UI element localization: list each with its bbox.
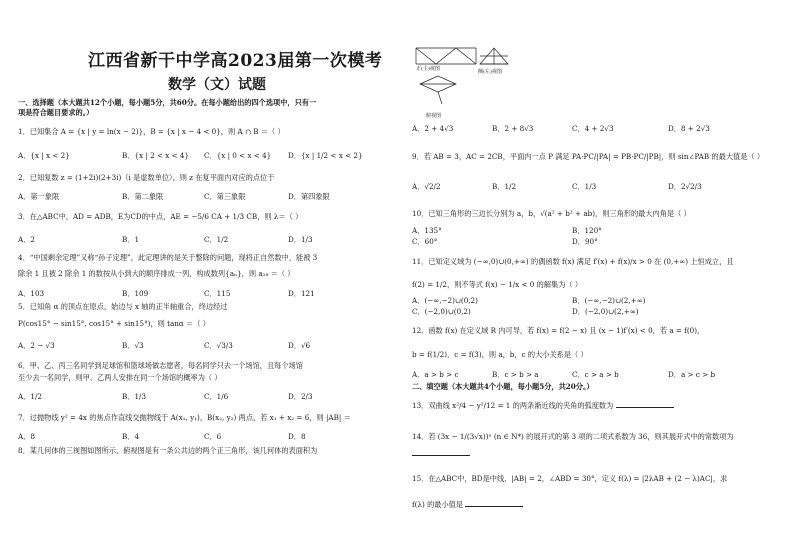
q3-opt-b: B．1 bbox=[122, 235, 140, 244]
q6-text-2: 至少去一名同学，则甲、乙两人安排在同一个场馆的概率为（ ） bbox=[18, 373, 222, 382]
q13-line bbox=[412, 400, 674, 410]
q6-opt-d: D．2/3 bbox=[288, 392, 313, 401]
q3-opt-c: C．1/2 bbox=[204, 235, 229, 244]
q5-opt-d: D．√6 bbox=[288, 341, 311, 350]
q8-opt-c: C．4 + 2√3 bbox=[572, 124, 614, 133]
q14-line-2 bbox=[412, 448, 470, 458]
q15-line-2 bbox=[412, 499, 523, 509]
q1-opt-c: C．{x | 0 < x < 4} bbox=[204, 151, 272, 160]
q4-opt-b: B．109 bbox=[122, 289, 149, 298]
q5-opt-c: C．√3/3 bbox=[204, 341, 233, 350]
section1-heading: 一、选择题（本大题共12个小题，每小题5分，共60分。在每小题给出的四个选项中，只有一 bbox=[18, 98, 317, 107]
q11-opt-d: D．(−2,0)∪(2,+∞) bbox=[572, 307, 639, 316]
q12-text-1: 12．函数 f(x) 在定义域 R 内可导，若 f(x) = f(2 − x) 且 (x − 1)f′(x) < 0，若 a = f(0)， bbox=[412, 326, 705, 335]
q5-text-1: 5．已知角 α 的顶点在原点，始边与 x 轴的正半轴重合，终边经过 bbox=[18, 302, 228, 311]
q2-text: 2．已知复数 z = (1+2i)(2+3i)（i 是虚数单位），则 z 在复平面内对应的点位于 bbox=[18, 173, 275, 182]
q7-text: 7．过抛物线 y² = 4x 的焦点作直线交抛物线于 A(x₁, y₁)，B(x₂, y₂) 两点，若 x₁ + x₂ = 6，则 |AB| ＝ bbox=[18, 413, 351, 422]
q5-text-2: P(cos15° − sin15°, cos15° + sin15°)，则 tanα ＝（ ） bbox=[18, 319, 210, 328]
q10-opt-c: C．60° bbox=[412, 237, 438, 246]
q15-answer-blank[interactable] bbox=[465, 499, 523, 507]
q6-text-1: 6．甲、乙、丙三名同学到足球馆和篮球场做志愿者，每名同学只去一个场馆，且每个场馆 bbox=[18, 361, 303, 370]
q7-opt-a: A．8 bbox=[18, 432, 35, 441]
q12-opt-a: A．a > b > c bbox=[412, 370, 459, 379]
q4-opt-d: D．121 bbox=[288, 289, 315, 298]
q5-opt-b: B．√3 bbox=[122, 341, 144, 350]
q13-text: 13．双曲线 x²/4 − y²/12 = 1 的两条渐近线的夹角的弧度数为 bbox=[412, 401, 614, 410]
q10-opt-a: A．135° bbox=[412, 226, 442, 235]
q10-opt-d: D．90° bbox=[572, 237, 598, 246]
q6-opt-c: C．1/6 bbox=[204, 392, 229, 401]
q1-opt-a: A．{x | x < 2} bbox=[18, 151, 70, 160]
q4-opt-c: C．115 bbox=[204, 289, 231, 298]
q10-opt-b: B．120° bbox=[572, 226, 602, 235]
side-view-figure bbox=[476, 44, 512, 70]
q3-text: 3．在△ABC中，AD = ADB，E为CD的中点，AE = −5/6 CA + 1/3 CB，则 λ＝（ ） bbox=[18, 212, 303, 221]
q12-opt-c: C．c > a > b bbox=[572, 370, 619, 379]
q6-opt-a: A．1/2 bbox=[18, 392, 42, 401]
q11-text-2: f(2) = 1/2，则不等式 f(x) − 1/x < 0 的解集为（ ） bbox=[412, 280, 583, 289]
section2-heading: 二、填空题（本大题共4个小题，每小题5分，共20分。） bbox=[412, 382, 594, 391]
q3-opt-d: D．1/3 bbox=[288, 235, 313, 244]
q11-opt-c: C．(−2,0)∪(0,2) bbox=[412, 307, 471, 316]
q15-text-1: 15．在△ABC中，BD是中线，|AB| = 2，∠ABD = 30°，定义 f(λ) = |2λAB + (2 − λ)AC|，求 bbox=[412, 474, 728, 483]
exam-subtitle: 数学（文）试题 bbox=[168, 77, 266, 93]
q10-text: 10．已知三角形的三边长分别为 a，b，√(a² + b² + ab)，则三角形的最大内角是（ ） bbox=[412, 209, 691, 218]
q1-text: 1．已知集合 A = {x | y = ln(x − 2)}，B = {x | x − 4 < 0}，则 A ∩ B ＝（ ） bbox=[18, 127, 285, 136]
q7-opt-b: B．4 bbox=[122, 432, 140, 441]
q9-opt-a: A．√2/2 bbox=[412, 182, 441, 191]
q1-opt-b: B．{x | 2 < x < 4} bbox=[122, 151, 190, 160]
q1-opt-d: D．{x | 1/2 < x < 2} bbox=[288, 151, 363, 160]
q9-opt-c: C．1/3 bbox=[572, 182, 597, 191]
q11-opt-a: A．(−∞,−2)∪(0,2) bbox=[412, 296, 478, 305]
q15-text-2: f(λ) 的最小值是 bbox=[412, 500, 464, 509]
front-view-label: 正(主)视图 bbox=[416, 66, 440, 72]
q8-opt-a: A．2 + 4√3 bbox=[412, 124, 454, 133]
q7-opt-d: D．8 bbox=[288, 432, 306, 441]
q5-opt-a: A．2 − √3 bbox=[18, 341, 55, 350]
q2-opt-d: D．第四象限 bbox=[288, 192, 330, 201]
q4-text-1: 4．“中国剩余定理”又称“孙子定理”，此定理讲的是关于整除的问题，现将正自然数中，能被 3 bbox=[18, 253, 318, 262]
q11-text-1: 11．已知定义域为 (−∞,0)∪(0,+∞) 的偶函数 f(x) 满足 f′(x) + f(x)/x > 0 在 (0,+∞) 上恒成立，且 bbox=[412, 257, 734, 266]
q13-answer-blank[interactable] bbox=[616, 400, 674, 408]
q2-opt-c: C．第三象限 bbox=[204, 192, 246, 201]
q14-answer-blank[interactable] bbox=[412, 448, 470, 456]
q12-opt-b: B．c > b > a bbox=[492, 370, 539, 379]
q3-opt-a: A．2 bbox=[18, 235, 35, 244]
q2-opt-b: B．第二象限 bbox=[122, 192, 164, 201]
q8-opt-b: B．2 + 8√3 bbox=[492, 124, 534, 133]
q9-text: 9．若 AB = 3，AC = 2CB，平面内一点 P 满足 PA·PC/|PA| = PB·PC/|PB|，则 sin∠PAB 的最大值是（ ） bbox=[412, 152, 765, 161]
q12-text-2: b = f(1/2)，c = f(3)，则 a，b，c 的大小关系是（ ） bbox=[412, 350, 588, 359]
q6-opt-b: B．1/3 bbox=[122, 392, 147, 401]
top-view-label: 俯视图 bbox=[426, 113, 442, 119]
q9-opt-b: B．1/2 bbox=[492, 182, 517, 191]
side-view-label: 侧(左)视图 bbox=[478, 69, 502, 75]
q14-text-1: 14．若 (3x − 1/(3√x))ⁿ (n ∈ N*) 的展开式的第 3 项的二项式系数为 36，则其展开式中的常数项为 bbox=[412, 432, 734, 441]
q4-text-2: 除余 1 且被 2 除余 1 的数按从小到大的顺序排成一列，构成数列{aₙ}，则 a₁₈ ＝（ ） bbox=[18, 269, 295, 278]
q12-opt-d: D．a > c > b bbox=[668, 370, 716, 379]
q8-opt-d: D．8 + 2√3 bbox=[668, 124, 710, 133]
exam-title: 江西省新干中学高2023届第一次模考 bbox=[88, 51, 383, 71]
section1-heading-2: 项是符合题目要求的。） bbox=[18, 108, 94, 117]
q4-opt-a: A．103 bbox=[18, 289, 45, 298]
q8-text: 8．某几何体的三视图如图所示，俯视图是有一条公共边的两个正三角形，该几何体的表面积为 bbox=[18, 446, 318, 455]
q2-opt-a: A．第一象限 bbox=[18, 192, 60, 201]
q11-opt-b: B．(−∞,−2)∪(2,+∞) bbox=[572, 296, 646, 305]
q9-opt-d: D．2√2/3 bbox=[668, 182, 702, 191]
q7-opt-c: C．6 bbox=[204, 432, 222, 441]
